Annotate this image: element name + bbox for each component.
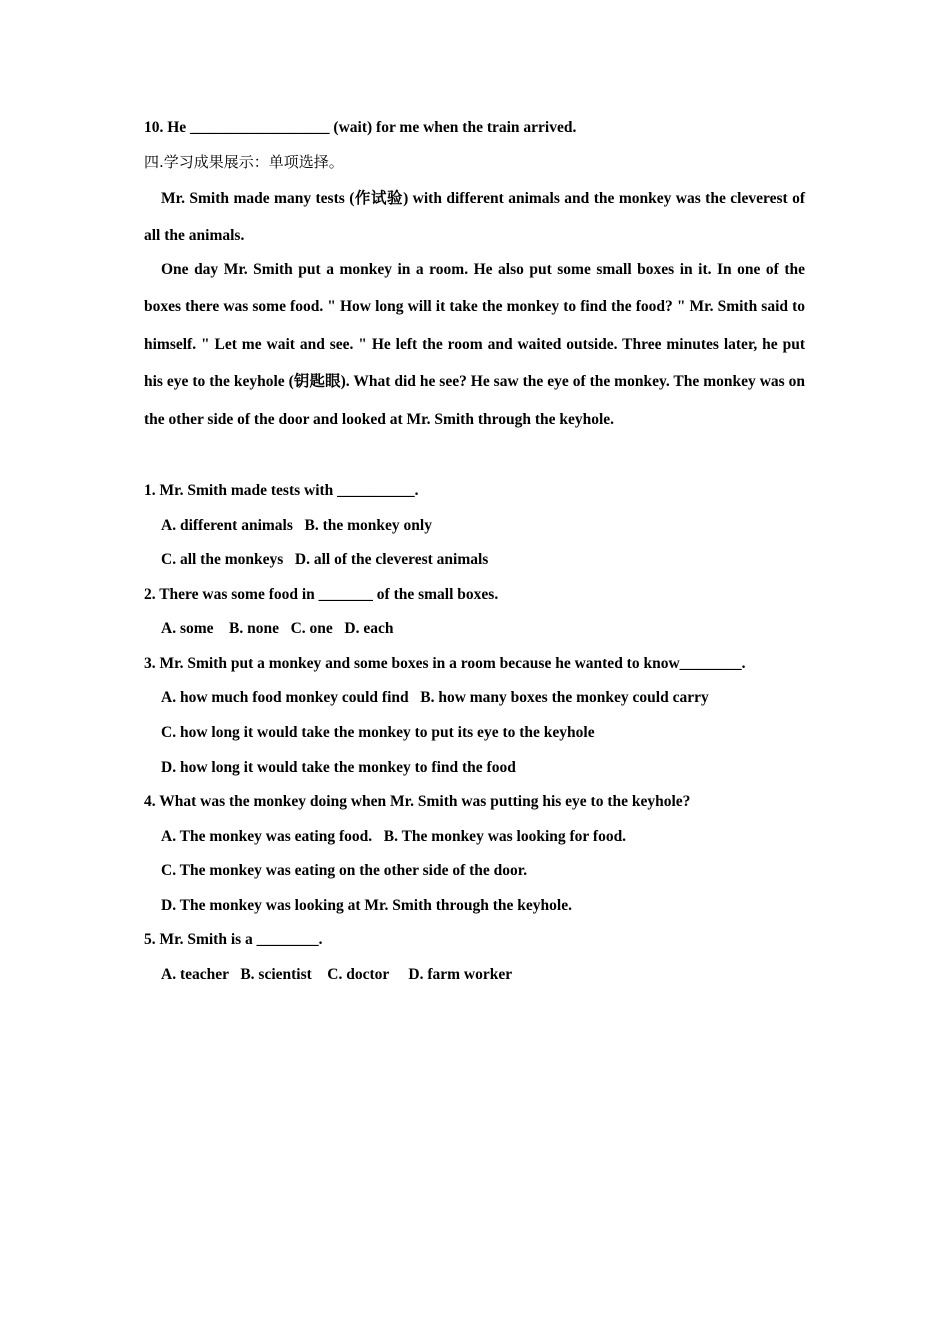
question-3-stem: 3. Mr. Smith put a monkey and some boxes in a room because he wanted to know________. bbox=[144, 655, 746, 672]
question-3-options-line-3: D. how long it would take the monkey to find the food bbox=[161, 759, 516, 776]
question-3-options-line-2: C. how long it would take the monkey to put its eye to the keyhole bbox=[161, 724, 595, 741]
question-2-options-line-1: A. some B. none C. one D. each bbox=[161, 620, 394, 637]
question-10: 10. He __________________ (wait) for me when the train arrived. bbox=[144, 119, 577, 136]
question-4-stem: 4. What was the monkey doing when Mr. Smith was putting his eye to the keyhole? bbox=[144, 793, 691, 810]
passage-paragraph-1: Mr. Smith made many tests (作试验) with different animals and the monkey was the cleverest of all the animals. bbox=[144, 190, 805, 245]
passage-paragraph-2: One day Mr. Smith put a monkey in a room. He also put some small boxes in it. In one of the boxes there was some food. " How long will it take the monkey to find the food? " Mr. Smith said to himself. " Let me wait and see. " He left the room and waited outside. Three minutes later, he put his eye to the keyhole (钥匙眼). What did he see? He saw the eye of the monkey. The monkey was on the other side of the door and looked at Mr. Smith through the keyhole. bbox=[144, 261, 805, 428]
question-1-options-line-2: C. all the monkeys D. all of the cleverest animals bbox=[161, 551, 489, 568]
question-1-stem: 1. Mr. Smith made tests with __________. bbox=[144, 482, 419, 499]
question-4-options-line-3: D. The monkey was looking at Mr. Smith through the keyhole. bbox=[161, 897, 572, 914]
question-4-options-line-1: A. The monkey was eating food. B. The monkey was looking for food. bbox=[161, 828, 627, 845]
section-title: 四.学习成果展示：单项选择。 bbox=[144, 153, 344, 171]
question-3-options-line-1: A. how much food monkey could find B. how many boxes the monkey could carry bbox=[161, 689, 709, 706]
question-5-stem: 5. Mr. Smith is a ________. bbox=[144, 931, 323, 948]
question-1-options-line-1: A. different animals B. the monkey only bbox=[161, 517, 432, 534]
question-4-options-line-2: C. The monkey was eating on the other side of the door. bbox=[161, 862, 528, 879]
question-2-stem: 2. There was some food in _______ of the small boxes. bbox=[144, 586, 499, 603]
question-5-options-line-1: A. teacher B. scientist C. doctor D. farm worker bbox=[161, 966, 513, 983]
